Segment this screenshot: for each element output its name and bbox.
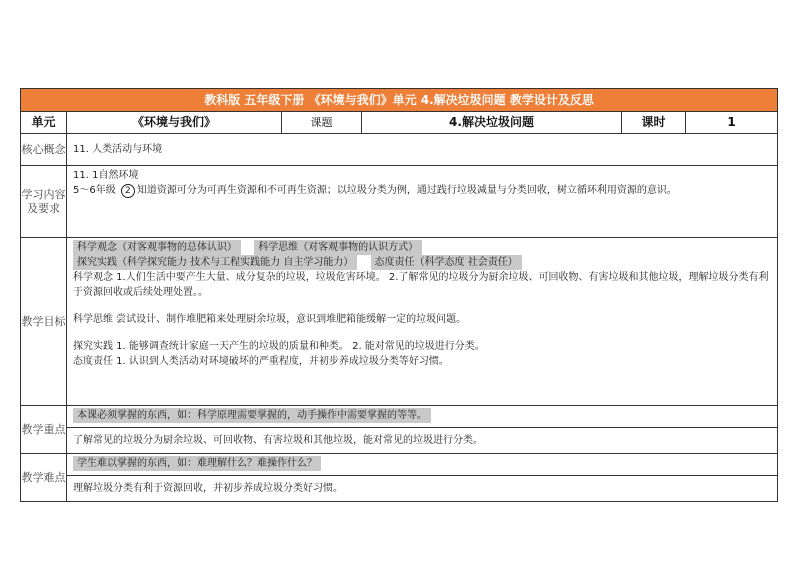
objectives-hint-line1 — [73, 240, 771, 255]
learning-content-line1: 11. 1自然环境 — [73, 170, 139, 181]
period-value: 1 — [686, 112, 778, 134]
lesson-plan-table — [20, 88, 778, 502]
topic-label: 课题 — [282, 112, 362, 134]
objective-inquiry-practice: 探究实践 1. 能够调查统计家庭一天产生的垃圾的质量和种类。 2. 能对常见的垃圾进行分类。 — [73, 341, 485, 352]
objective-scientific-thinking: 科学思维 尝试设计、制作堆肥箱来处理厨余垃圾，意识到堆肥箱能缓解一定的垃圾问题。 — [73, 314, 467, 325]
period-label: 课时 — [622, 112, 686, 134]
core-concept-text: 11. 人类活动与环境 — [67, 134, 778, 166]
hint-scientific-thinking: 科学思维（对客观事物的认识方式） — [254, 240, 422, 255]
key-points-hint-cell — [67, 406, 778, 428]
hint-attitude-responsibility: 态度责任（科学态度 社会责任） — [371, 255, 522, 270]
key-points-text: 了解常见的垃圾分为厨余垃圾、可回收物、有害垃圾和其他垃圾，能对常见的垃圾进行分类。 — [67, 428, 778, 454]
hint-scientific-concept: 科学观念（对客观事物的总体认识） — [73, 240, 241, 255]
grade-range: 5～6年级 — [73, 185, 116, 196]
difficulties-label: 教学难点 — [21, 454, 67, 502]
table-title: 教科版 五年级下册 《环境与我们》单元 4.解决垃圾问题 教学设计及反思 — [21, 89, 778, 112]
key-points-hint: 本课必须掌握的东西，如：科学原理需要掌握的，动手操作中需要掌握的等等。 — [73, 408, 431, 423]
learning-content-cell — [67, 166, 778, 238]
objectives-label: 教学目标 — [21, 238, 67, 406]
key-points-label: 教学重点 — [21, 406, 67, 454]
difficulties-hint: 学生难以掌握的东西，如：难理解什么？难操作什么？ — [73, 456, 321, 471]
objectives-hint-line2 — [73, 255, 771, 270]
hint-inquiry-practice: 探究实践（科学探究能力 技术与工程实践能力 自主学习能力） — [73, 255, 357, 270]
topic-value: 4.解决垃圾问题 — [362, 112, 622, 134]
core-concept-label: 核心概念 — [21, 134, 67, 166]
learning-content-line2 — [73, 183, 771, 198]
objective-attitude-responsibility: 态度责任 1. 认识到人类活动对环境破坏的严重程度，并初步养成垃圾分类等好习惯。 — [73, 356, 449, 367]
objective-scientific-concept: 科学观念 1.人们生活中要产生大量、成分复杂的垃圾，垃圾危害环境。 2.了解常见的垃圾分为厨余垃圾、可回收物、有害垃圾和其他垃圾，理解垃圾分类有利于资源回收或后续处理处置。。 — [73, 272, 769, 298]
requirement-text: 知道资源可分为可再生资源和不可再生资源；以垃圾分类为例，通过践行垃圾减量与分类回收，树立循环利用资源的意识。 — [136, 185, 677, 196]
unit-label: 单元 — [21, 112, 67, 134]
difficulties-hint-cell — [67, 454, 778, 476]
unit-value: 《环境与我们》 — [67, 112, 282, 134]
objectives-cell — [67, 238, 778, 406]
difficulties-text: 理解垃圾分类有利于资源回收，并初步养成垃圾分类好习惯。 — [67, 476, 778, 502]
circled-number: 2 — [121, 184, 135, 198]
learning-content-label: 学习内容及要求 — [21, 166, 67, 238]
